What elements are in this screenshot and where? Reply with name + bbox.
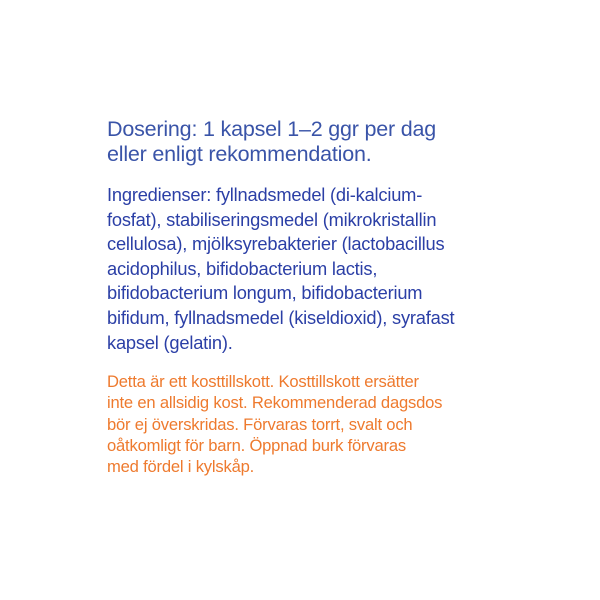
supplement-notice-text: Detta är ett kosttillskott. Kosttillskott ersätter inte en allsidig kost. Rekommenderad dagsdos bör ej överskridas. Förvaras torrt, svalt och oåtkomligt för barn. Öppnad burk förvaras med fördel i kylskåp.	[107, 372, 443, 477]
dosage-text: Dosering: 1 kapsel 1–2 ggr per dag eller enligt rekommendation.	[107, 117, 437, 166]
ingredients-text: Ingredienser: fyllnadsmedel (di-kalcium- fosfat), stabiliseringsmedel (mikrokristallin cellulosa), mjölksyrebakterier (lactobacillus acidophilus, bifidobacterium lactis, bifidobacterium longum, bifidobacterium bifidum, fyllnadsmedel (kiseldioxid), syrafast kapsel (gelatin).	[107, 184, 455, 353]
